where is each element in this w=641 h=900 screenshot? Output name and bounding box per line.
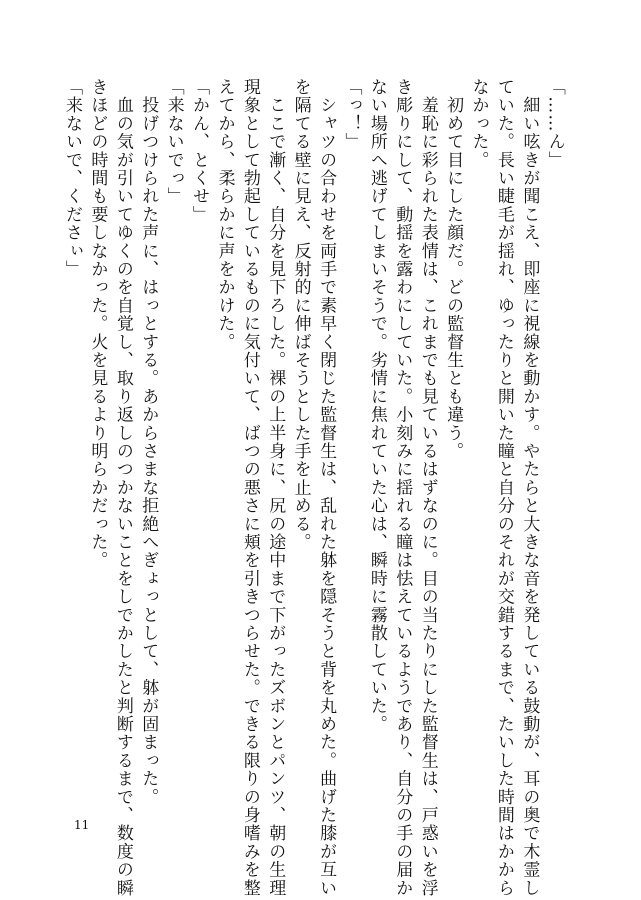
- text-column: 投げつけられた声に、はっとする。あからさまな拒絶へぎょっとして、躰が固まった。: [138, 78, 159, 806]
- text-column: 「かん、とくせ」: [189, 78, 210, 224]
- text-column: ていた。長い睫毛が揺れ、ゆったりと開いた瞳と自分のそれが交錯するまで、たいした時間はかから: [493, 78, 514, 897]
- text-column: 「……ん」: [544, 78, 565, 169]
- text-column: 細い呟きが聞こえ、即座に視線を動かす。やたらと大きな音を発している鼓動が、耳の奥で木霊し: [519, 78, 540, 898]
- text-column: 現象として勃起しているものに気付いて、ばつの悪さに頬を引きつらせた。できる限りの身嗜みを整: [239, 78, 260, 897]
- text-column: えてから、柔らかに声をかけた。: [214, 78, 235, 351]
- text-column: なかった。: [468, 78, 489, 169]
- text-column: き彫りにして、動揺を露わにしていた。小刻みに揺れる瞳は怯えているようであり、自分の手の届か: [392, 78, 413, 897]
- text-column: 「っ！」: [341, 78, 362, 151]
- text-column: ない場所へ逃げてしまいそうで。劣情に焦れていた心は、瞬時に霧散していた。: [366, 78, 387, 734]
- text-column: 初めて目にした顔だ。どの監督生とも違う。: [443, 78, 464, 461]
- page-number: 11: [74, 818, 90, 832]
- text-column: を隔てる壁に見え、反射的に伸ばそうとした手を止める。: [290, 78, 311, 552]
- text-column: 「来ないで、くださぃ」: [62, 78, 82, 279]
- text-column: 血の気が引いてゆくのを自覚し、取り返しのつかないことをしでかしたと判断するまで、数度の瞬: [112, 78, 133, 897]
- text-column: 羞恥に彩られた表情は、これまでも見ているはずなのに。目の当たりにした監督生は、戸惑いを浮: [417, 78, 438, 898]
- text-column: シャツの合わせを両手で素早く閉じた監督生は、乱れた躰を隠そうと背を丸めた。曲げた膝が互い: [316, 78, 337, 897]
- text-column: きほどの時間も要しなかった。火を見るより明らかだった。: [87, 78, 108, 570]
- text-column: ここで漸く、自分を見下ろした。裸の上半身に、尻の途中まで下がったズボンとパンツ、朝の生理: [265, 78, 286, 897]
- text-column: 「来ないでっ」: [163, 78, 184, 206]
